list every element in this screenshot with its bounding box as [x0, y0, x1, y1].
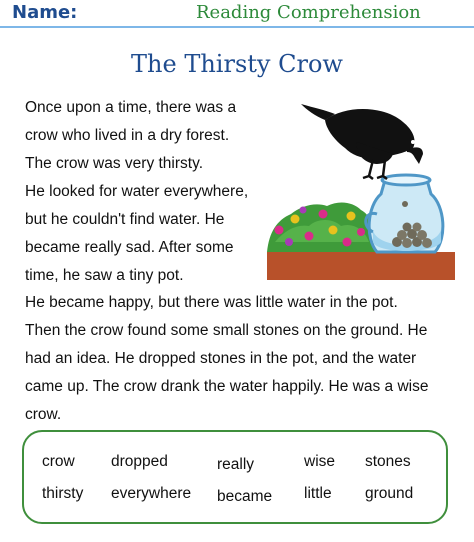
word-bank-item: dropped: [111, 453, 168, 470]
word-bank-item: really: [217, 456, 255, 473]
story-paragraph-2: [25, 289, 457, 429]
paragraph-line: crow.: [25, 406, 62, 423]
crow-drinking-from-pot-illustration: [265, 102, 457, 280]
word-bank-item: ground: [365, 485, 414, 502]
paragraph-line: but he couldn't find water. He: [25, 211, 225, 228]
word-bank-item: little: [304, 485, 332, 502]
glass-jug: [366, 175, 443, 252]
paragraph-line: He became happy, but there was little water in the pot.: [25, 294, 398, 311]
paragraph-line: came up. The crow drank the water happily. He was a wise: [25, 378, 429, 395]
crow-icon: [301, 104, 423, 179]
paragraph-line: The crow was very thirsty.: [25, 155, 204, 172]
worksheet-title: Reading Comprehension: [196, 2, 421, 23]
paragraph-line: time, he saw a tiny pot.: [25, 267, 184, 284]
flower-bush: [267, 203, 377, 252]
paragraph-line: crow who lived in a dry forest.: [25, 127, 230, 144]
word-bank-item: stones: [365, 453, 411, 470]
word-bank-item: wise: [304, 453, 336, 470]
word-bank-item: crow: [42, 453, 75, 470]
paragraph-line: Once upon a time, there was a: [25, 99, 237, 116]
name-label: Name:: [12, 2, 78, 23]
paragraph-line: had an idea. He dropped stones in the pot, and the water: [25, 350, 417, 367]
paragraph-line: became really sad. After some: [25, 239, 234, 256]
word-bank-item: thirsty: [42, 485, 84, 502]
story-title: The Thirsty Crow: [131, 50, 343, 78]
paragraph-line: Then the crow found some small stones on the ground. He: [25, 322, 428, 339]
word-bank-item: became: [217, 488, 273, 505]
word-bank: [22, 430, 448, 524]
word-bank-item: everywhere: [111, 485, 192, 502]
story-paragraph-1: [25, 94, 275, 290]
worksheet-header: [0, 0, 474, 26]
paragraph-line: He looked for water everywhere,: [25, 183, 249, 200]
ground-strip: [267, 252, 455, 280]
header-divider: [0, 26, 474, 28]
